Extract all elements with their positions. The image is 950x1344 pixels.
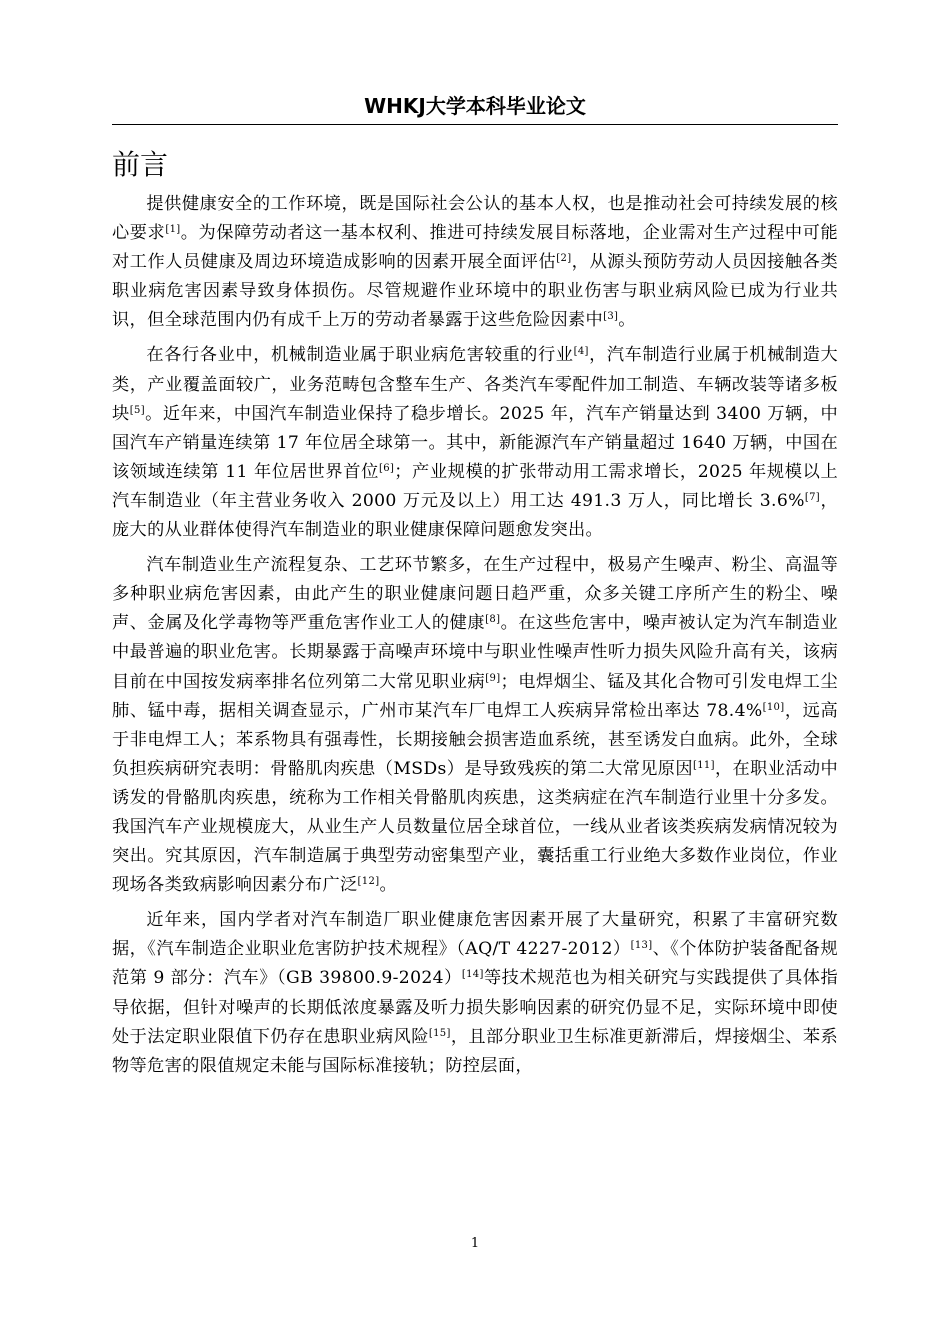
citation-ref: [2] [556, 253, 572, 265]
citation-ref: [6] [378, 462, 395, 474]
citation-ref: [14] [461, 969, 484, 981]
section-title: 前言 [112, 148, 169, 181]
paragraph [112, 551, 838, 900]
paragraph-text: 在各行各业中，机械制造业属于职业病危害较重的行业 [146, 345, 574, 366]
citation-ref: [4] [573, 346, 589, 358]
paragraph-text: ，远高于非电焊工人；苯系物具有强毒性，长期接触会损害造血系统，甚至诱发白血病。此外，全球负担疾病研究表明：骨骼肌肉疾患（MSDs）是导致残疾的第二大常见原因 [112, 700, 838, 779]
running-header: WHKJ大学本科毕业论文 [364, 94, 586, 118]
paragraph-text: ，且部分职业卫生标准更新滞后，焊接烟尘、苯系物等危害的限值规定未能与国际标准接轨；防控层面， [112, 1026, 838, 1076]
paragraph-text: 。近年来，中国汽车制造业保持了稳步增长。2025 年，汽车产销量达到 3400 万辆，中国汽车产销量连续第 17 年位居全球第一。其中，新能源汽车产销量超过 1640 万辆，中国在该领域连续第 11 年位居世界首位 [112, 403, 838, 482]
paragraph-text: ，从源头预防劳动人员因接触各类职业病危害因素导致身体损伤。尽管规避作业环境中的职业伤害与职业病风险已成为行业共识，但全球范围内仍有成千上万的劳动者暴露于这些危险因素中 [112, 252, 838, 331]
paragraph-text: ，汽车制造行业属于机械制造大类，产业覆盖面较广，业务范畴包含整车生产、各类汽车零配件加工制造、车辆改装等诸多板块 [112, 345, 839, 424]
citation-ref: [13] [630, 940, 653, 952]
paragraph-text: 。 [618, 310, 636, 331]
citation-ref: [5] [129, 404, 145, 416]
paragraph-text: 。在这些危害中，噪声被认定为汽车制造业中最普遍的职业危害。长期暴露于高噪声环境中与职业性噪声性听力损失风险升高有关，该病目前在中国按发病率排名位列第二大常见职业病 [112, 613, 838, 692]
paragraph-text: 提供健康安全的工作环境，既是国际社会公认的基本人权，也是推动社会可持续发展的核心要求 [112, 194, 838, 244]
citation-ref: [10] [762, 701, 785, 713]
paragraph [112, 906, 838, 1081]
header-rule [112, 124, 838, 125]
paragraph-text: 近年来，国内学者对汽车制造厂职业健康危害因素开展了大量研究，积累了丰富研究数据，《汽车制造企业职业危害防护技术规程》（AQ/T 4227-2012） [112, 910, 838, 960]
paragraph-text: 汽车制造业生产流程复杂、工艺环节繁多，在生产过程中，极易产生噪声、粉尘、高温等多种职业病危害因素，由此产生的职业健康问题日趋严重，众多关键工序所产生的粉尘、噪声、金属及化学毒物等严重危害作业工人的健康 [112, 555, 838, 634]
paragraph-text: 。 [379, 875, 398, 896]
paragraph [112, 341, 838, 545]
citation-ref: [12] [357, 876, 380, 888]
paragraph-text: ，庞大的从业群体使得汽车制造业的职业健康保障问题愈发突出。 [112, 490, 838, 541]
body-text [112, 190, 838, 1087]
paragraph-text: 。为保障劳动者这一基本权利、推进可持续发展目标落地，企业需对生产过程中可能对工作人员健康及周边环境造成影响的因素开展全面评估 [112, 223, 838, 273]
citation-ref: [3] [603, 311, 619, 323]
citation-ref: [11] [692, 759, 715, 771]
citation-ref: [15] [428, 1027, 451, 1039]
citation-ref: [1] [165, 224, 181, 236]
paragraph-text: 等技术规范也为相关研究与实践提供了具体指导依据，但针对噪声的长期低浓度暴露及听力损失影响因素的研究仍显不足，实际环境中即使处于法定职业限值下仍存在患职业病风险 [112, 968, 838, 1047]
citation-ref: [9] [485, 672, 501, 684]
paragraph-text: ；电焊烟尘、锰及其化合物可引发电焊工尘肺、锰中毒，据相关调查显示，广州市某汽车厂电焊工人疾病异常检出率达 78.4% [112, 671, 838, 721]
paragraph-text: ，在职业活动中诱发的骨骼肌肉疾患，统称为工作相关骨骼肌肉疾患，这类病症在汽车制造行业里十分多发。我国汽车产业规模庞大，从业生产人员数量位居全球首位，一线从业者该类疾病发病情况较为突出。究其原因，汽车制造属于典型劳动密集型产业，囊括重工行业绝大多数作业岗位，作业现场各类致病影响因素分布广泛 [112, 758, 838, 896]
paragraph [112, 190, 838, 335]
page-number: 1 [470, 1236, 480, 1251]
paragraph-text: 、《个体防护装备配备规范第 9 部分：汽车》（GB 39800.9-2024） [112, 939, 838, 989]
citation-ref: [7] [804, 491, 821, 503]
paragraph-text: ；产业规模的扩张带动用工需求增长，2025 年规模以上汽车制造业（年主营业务收入 2000 万元及以上）用工达 491.3 万人，同比增长 3.6% [112, 461, 839, 511]
citation-ref: [8] [485, 614, 501, 626]
